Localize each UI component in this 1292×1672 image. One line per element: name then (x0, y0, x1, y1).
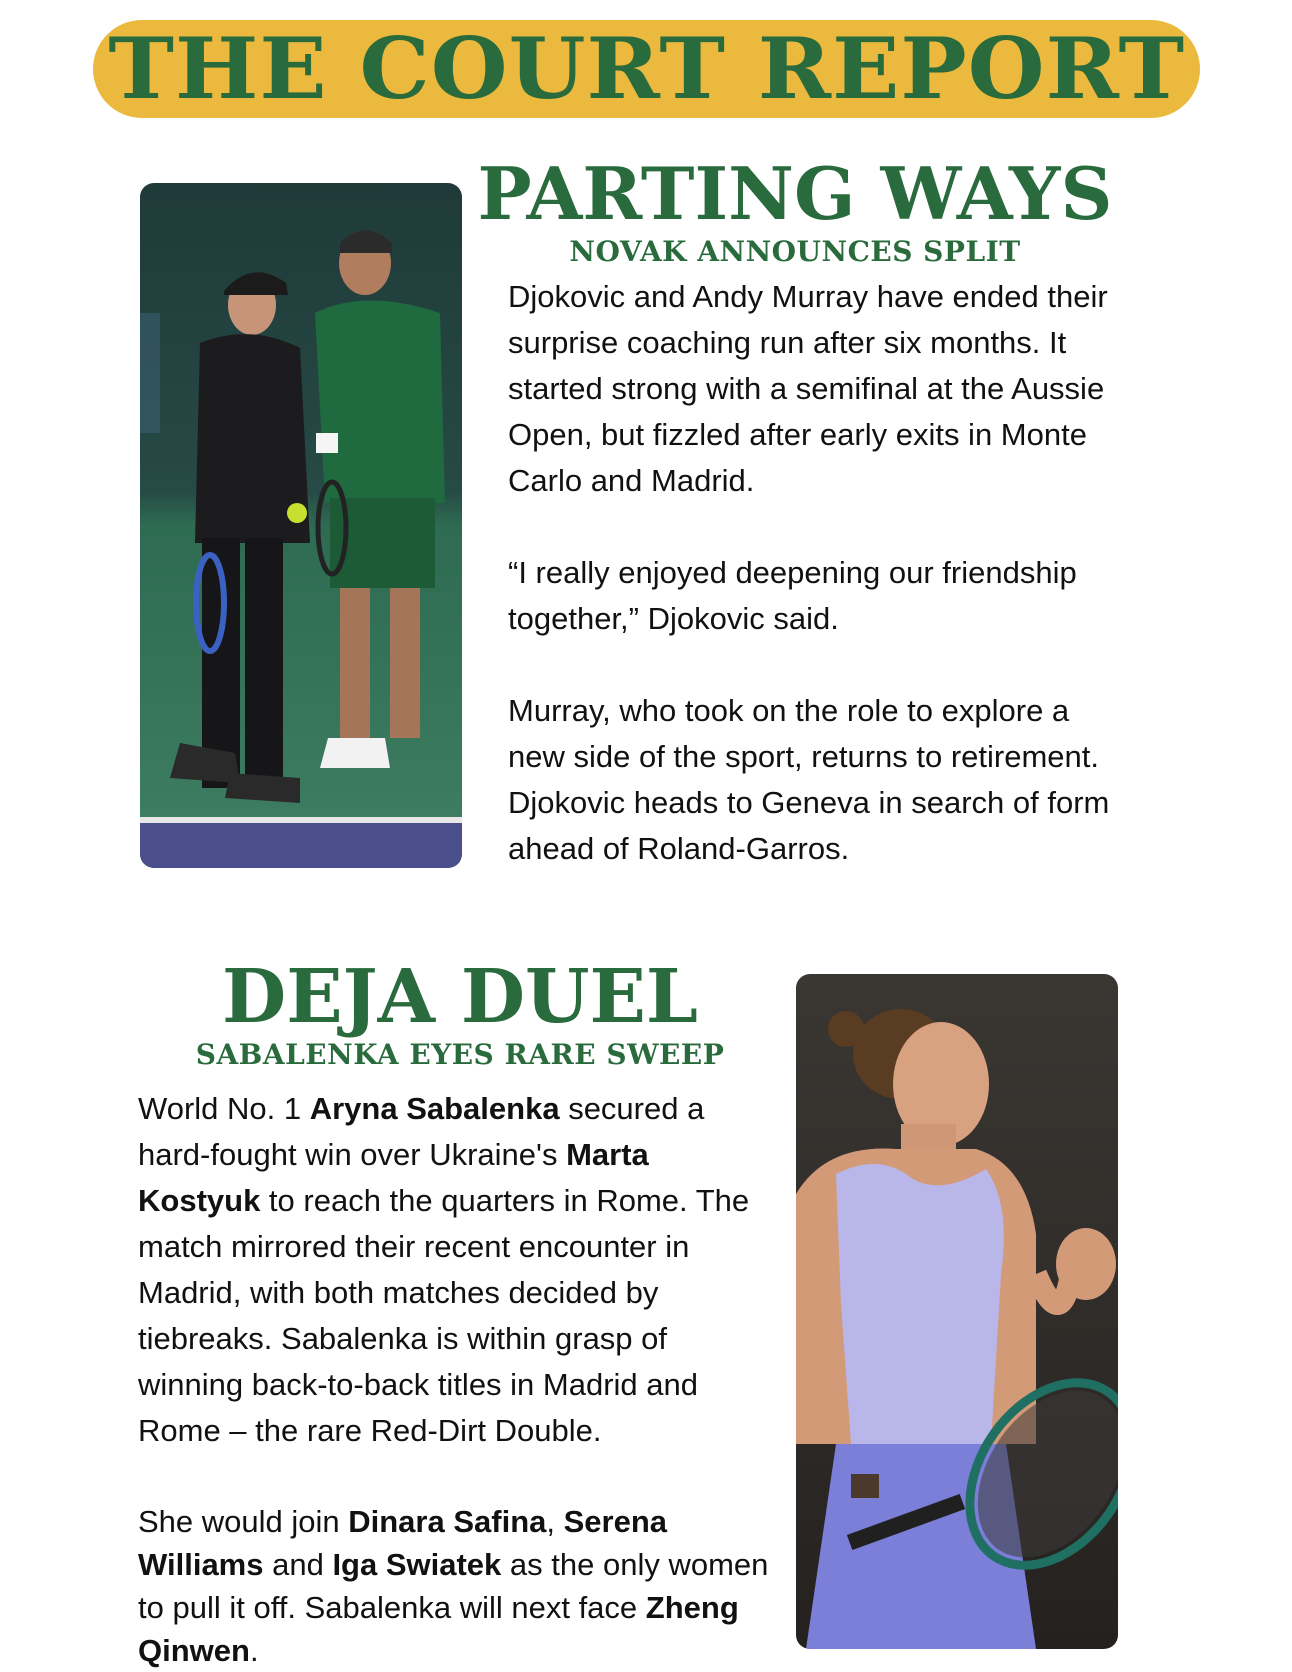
text-run: , (546, 1504, 564, 1539)
player-name-kostyuk: Marta Kostyuk (138, 1137, 649, 1218)
player-name-safina: Dinara Safina (348, 1504, 547, 1539)
text-run: World No. 1 (138, 1091, 310, 1126)
text-run: She would join (138, 1504, 349, 1539)
player-name-sabalenka: Aryna Sabalenka (309, 1091, 560, 1126)
text-run: and (263, 1547, 333, 1582)
masthead-banner (93, 20, 1200, 118)
story2-paragraph-1 (138, 1086, 778, 1454)
story2-paragraph-2 (138, 1500, 778, 1672)
story1-paragraph-2: “I really enjoyed deepening our friendship together,” Djokovic said. (508, 555, 1077, 636)
story1-photo (140, 183, 462, 868)
text-run: . (249, 1633, 259, 1668)
story2-photo (796, 974, 1118, 1649)
player-name-swiatek: Iga Swiatek (332, 1547, 502, 1582)
story1-paragraph-1: Djokovic and Andy Murray have ended their surprise coaching run after six months. It started strong with a semifinal at the Aussie Open, but fizzled after early exits in Monte Carlo and Madrid. (508, 279, 1108, 498)
text-run: as the only women to pull it off. Sabalenka will next face (138, 1547, 769, 1625)
story2-subhead: SABALENKA EYES RARE SWEEP (195, 1038, 725, 1071)
story1-subhead: NOVAK ANNOUNCES SPLIT (569, 235, 1021, 268)
player-name-zheng: Zheng Qinwen (138, 1590, 739, 1668)
murray-djokovic-photo (140, 183, 462, 868)
masthead-title: THE COURT REPORT (108, 19, 1185, 118)
story1-body (508, 274, 1128, 872)
text-run: to reach the quarters in Rome. The match mirrored their recent encounter in Madrid, with both matches decided by tiebreaks. Sabalenka is within grasp of winning back-to-back titles in Madrid and Rome – the rare Red-Dirt Double. (138, 1183, 750, 1448)
story2-headline: DEJA DUEL (222, 954, 698, 1040)
story1-paragraph-3: Murray, who took on the role to explore a new side of the sport, returns to retirement. Djokovic heads to Geneva in search of form ahead of Roland-Garros. (508, 693, 1110, 866)
player-name-serena: Serena Williams (138, 1504, 668, 1582)
story2-body (138, 1086, 778, 1672)
text-run: secured a hard-fought win over Ukraine's (138, 1091, 705, 1172)
story1-headline: PARTING WAYS (477, 151, 1113, 236)
sabalenka-photo (796, 974, 1118, 1649)
